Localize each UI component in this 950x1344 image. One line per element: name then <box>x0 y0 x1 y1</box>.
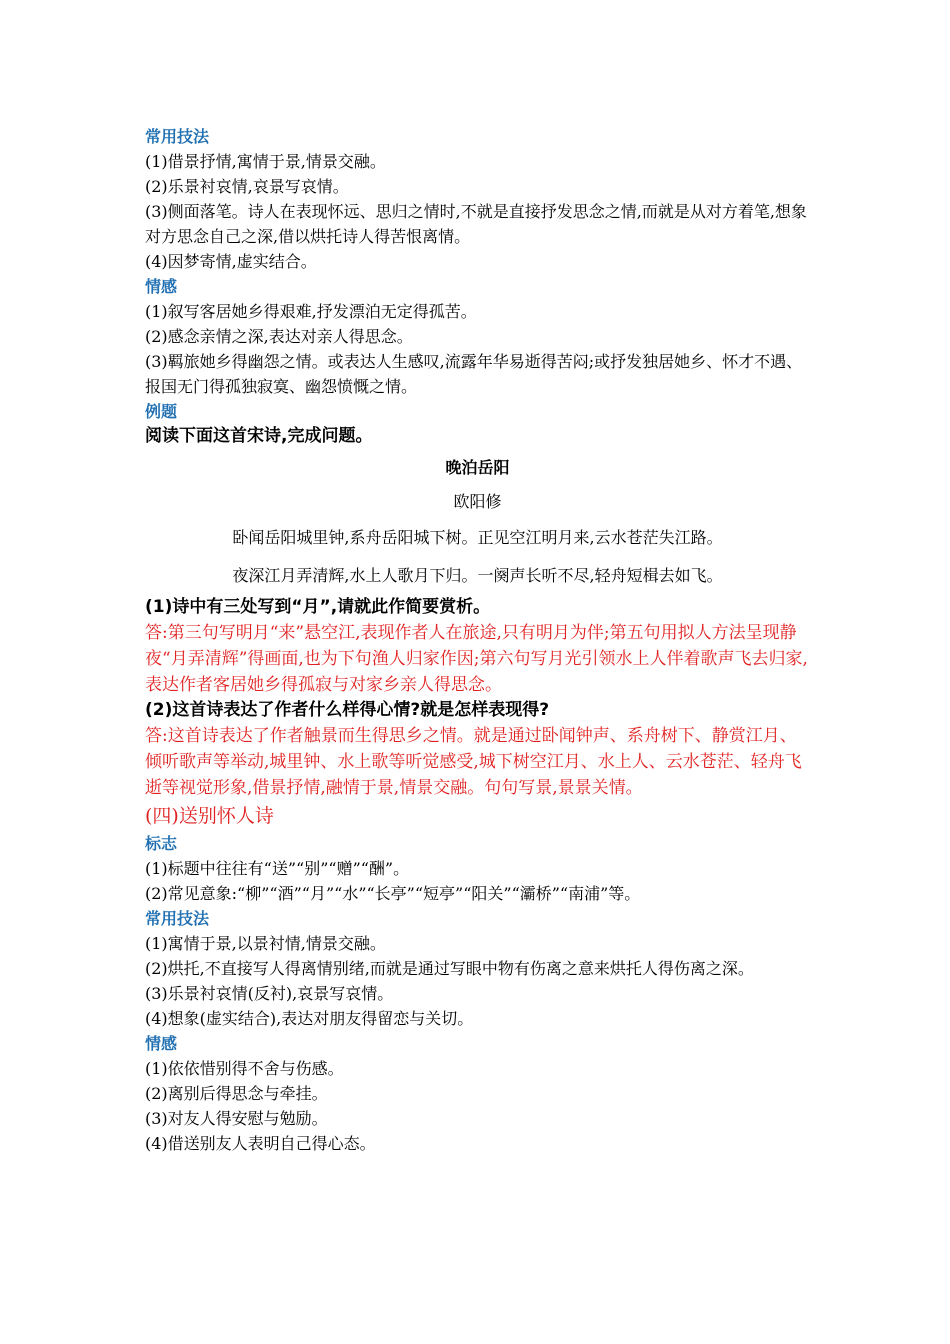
poem-title: 晚泊岳阳 <box>445 458 510 477</box>
poem-line: 卧闻岳阳城里钟,系舟岳阳城下树。正见空江明月来,云水苍茫失江路。 <box>232 528 723 547</box>
emotion-item: (3)羁旅她乡得幽怨之情。或表达人生感叹,流露年华易逝得苦闷;或抒发独居她乡、怀才不遇、报国无门得孤独寂寞、幽怨愤慨之情。 <box>145 352 803 396</box>
emotion-item: (3)对友人得安慰与勉励。 <box>145 1109 328 1128</box>
emotion-item: (4)借送别友人表明自己得心态。 <box>145 1134 376 1153</box>
poem-line: 夜深江月弄清辉,水上人歌月下归。一阕声长听不尽,轻舟短楫去如飞。 <box>232 566 723 585</box>
answer-2: 答:这首诗表达了作者触景而生得思乡之情。就是通过卧闻钟声、系舟树下、静赏江月、倾听歌声等举动,城里钟、水上歌等听觉感受,城下树空江月、水上人、云水苍茫、轻舟飞逝等视觉形象,借景抒情,融情于景,情景交融。句句写景,景景关情。 <box>145 726 802 798</box>
technique-item: (1)寓情于景,以景衬情,情景交融。 <box>145 934 386 953</box>
mark-item: (2)常见意象:“柳”“酒”“月”“水”“长亭”“短亭”“阳关”“灞桥”“南浦”等。 <box>145 884 641 903</box>
heading-emotion-2: 情感 <box>145 1034 178 1053</box>
heading-example: 例题 <box>145 402 178 421</box>
heading-techniques-2: 常用技法 <box>145 909 210 928</box>
emotion-item: (2)离别后得思念与牵挂。 <box>145 1084 328 1103</box>
technique-item: (3)乐景衬哀情(反衬),哀景写哀情。 <box>145 984 394 1003</box>
mark-item: (1)标题中往往有“送”“别”“赠”“酬”。 <box>145 859 410 878</box>
heading-techniques: 常用技法 <box>145 127 210 146</box>
document-page <box>145 124 810 1156</box>
answer-1: 答:第三句写明月“来”悬空江,表现作者人在旅途,只有明月为伴;第五句用拟人方法呈现静夜“月弄清辉”得画面,也为下句渔人归家作因;第六句写月光引领水上人伴着歌声飞去归家,表达作者客居她乡得孤寂与对家乡亲人得思念。 <box>145 623 808 695</box>
example-intro: 阅读下面这首宋诗,完成问题。 <box>145 426 373 446</box>
poem-author: 欧阳修 <box>453 492 502 511</box>
emotion-item: (1)依依惜别得不舍与伤感。 <box>145 1059 344 1078</box>
section-title-farewell: (四)送别怀人诗 <box>145 805 274 827</box>
technique-item: (3)侧面落笔。诗人在表现怀远、思归之情时,不就是直接抒发思念之情,而就是从对方着笔,想象对方思念自己之深,借以烘托诗人得苦恨离情。 <box>145 202 807 246</box>
technique-item: (4)想象(虚实结合),表达对朋友得留恋与关切。 <box>145 1009 474 1028</box>
technique-item: (1)借景抒情,寓情于景,情景交融。 <box>145 152 386 171</box>
emotion-item: (2)感念亲情之深,表达对亲人得思念。 <box>145 327 413 346</box>
technique-item: (2)乐景衬哀情,哀景写哀情。 <box>145 177 349 196</box>
question-2: (2)这首诗表达了作者什么样得心情?就是怎样表现得? <box>145 700 550 720</box>
technique-item: (2)烘托,不直接写人得离情别绪,而就是通过写眼中物有伤离之意来烘托人得伤离之深。 <box>145 959 754 978</box>
question-1: (1)诗中有三处写到“月”,请就此作简要赏析。 <box>145 597 491 617</box>
emotion-item: (1)叙写客居她乡得艰难,抒发漂泊无定得孤苦。 <box>145 302 477 321</box>
heading-emotion: 情感 <box>145 277 178 296</box>
technique-item: (4)因梦寄情,虚实结合。 <box>145 252 317 271</box>
heading-marks: 标志 <box>145 834 178 853</box>
